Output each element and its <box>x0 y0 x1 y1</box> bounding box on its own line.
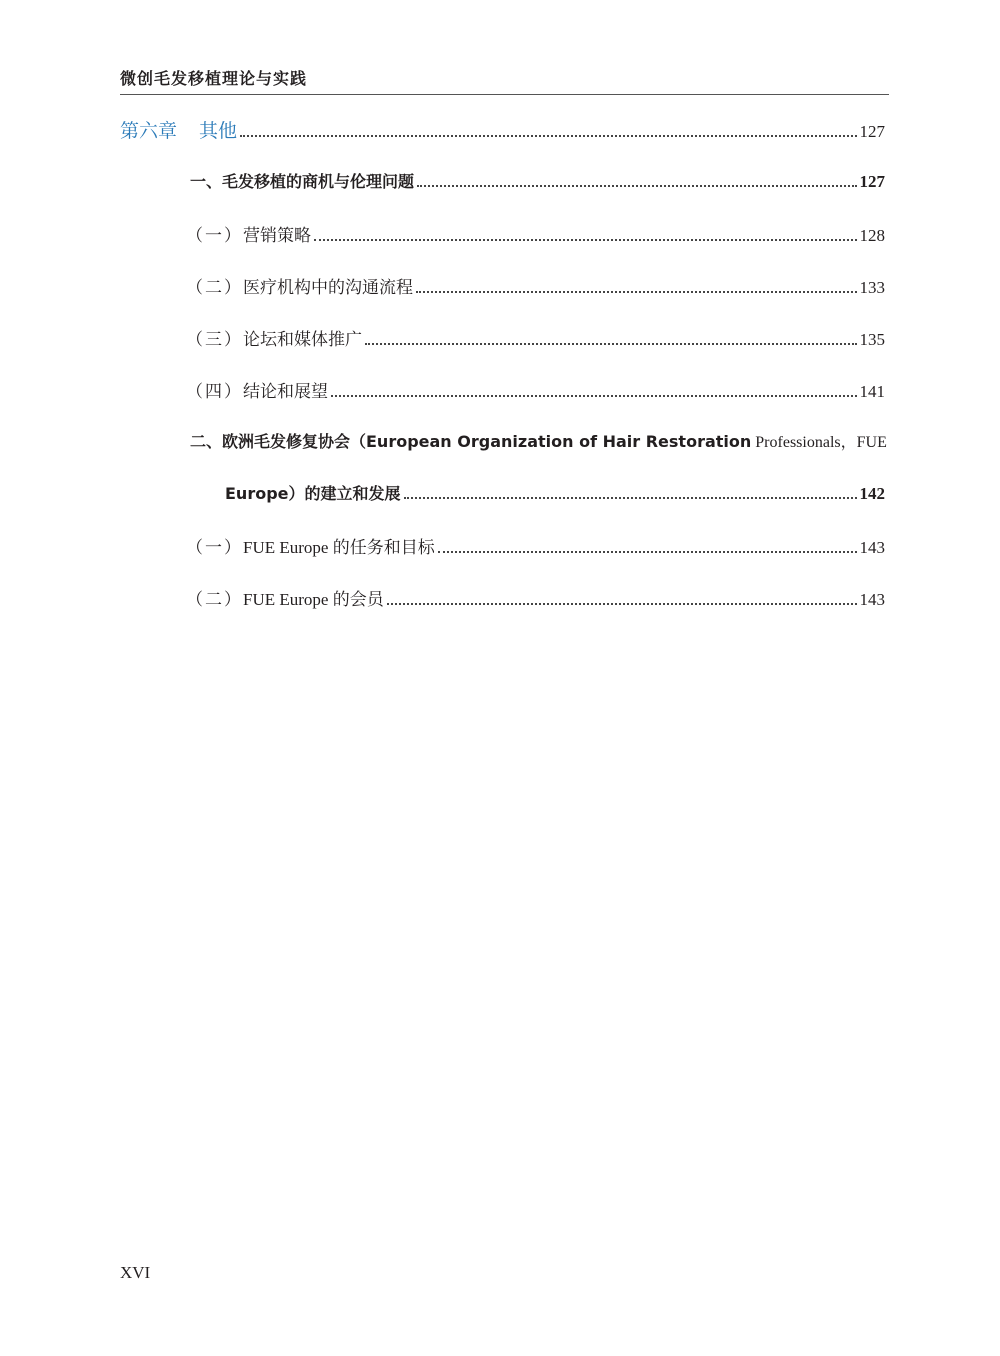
subsection-number: （二） <box>186 590 243 609</box>
dot-leader <box>438 551 857 553</box>
subsection-number: （四） <box>186 382 243 401</box>
page-number: 133 <box>859 278 885 297</box>
dot-leader <box>404 497 857 499</box>
toc-subsection-entry[interactable] <box>186 221 885 246</box>
toc-section-entry[interactable] <box>190 169 885 192</box>
subsection-title: 营销策略 <box>243 226 311 245</box>
section-title: Europe）的建立和发展 <box>225 484 401 503</box>
dot-leader <box>416 291 857 293</box>
section-title-continued: Professionals，FUE <box>755 434 887 451</box>
subsection-title: FUE Europe 的任务和目标 <box>243 538 435 557</box>
chapter-number: 第六章 <box>120 120 178 142</box>
header-rule <box>120 94 889 95</box>
toc-subsection-entry[interactable] <box>186 533 885 558</box>
subsection-number: （二） <box>186 278 243 297</box>
toc-section-entry-continuation[interactable] <box>225 481 885 504</box>
page-number: 143 <box>859 590 885 609</box>
subsection-title: 医疗机构中的沟通流程 <box>243 278 413 297</box>
toc-section-entry[interactable] <box>190 429 887 452</box>
page-number: 135 <box>859 330 885 349</box>
page-number: 128 <box>859 226 885 245</box>
page-number: 142 <box>859 484 885 503</box>
subsection-title: 论坛和媒体推广 <box>243 330 362 349</box>
page-number: 143 <box>859 538 885 557</box>
toc-chapter-entry[interactable] <box>120 116 885 143</box>
subsection-number: （三） <box>186 330 243 349</box>
chapter-title: 其他 <box>199 120 238 142</box>
toc-subsection-entry[interactable] <box>186 585 885 610</box>
page-number: 141 <box>859 382 885 401</box>
dot-leader <box>314 239 857 241</box>
subsection-number: （一） <box>186 226 243 245</box>
toc-subsection-entry[interactable] <box>186 325 885 350</box>
dot-leader <box>331 395 857 397</box>
dot-leader <box>417 185 856 187</box>
section-title: 一、毛发移植的商机与伦理问题 <box>190 172 415 191</box>
toc-subsection-entry[interactable] <box>186 273 885 298</box>
running-head: 微创毛发移植理论与实践 <box>120 69 308 88</box>
toc-subsection-entry[interactable] <box>186 377 885 402</box>
dot-leader <box>240 135 856 137</box>
page-folio: XVI <box>120 1263 151 1282</box>
subsection-title: FUE Europe 的会员 <box>243 590 384 609</box>
subsection-number: （一） <box>186 538 243 557</box>
dot-leader <box>365 343 857 345</box>
page-number: 127 <box>859 122 885 141</box>
subsection-title: 结论和展望 <box>243 382 328 401</box>
dot-leader <box>387 603 857 605</box>
page-number: 127 <box>859 172 885 191</box>
section-title: 二、欧洲毛发修复协会（European Organization of Hair Restoration <box>190 432 752 451</box>
